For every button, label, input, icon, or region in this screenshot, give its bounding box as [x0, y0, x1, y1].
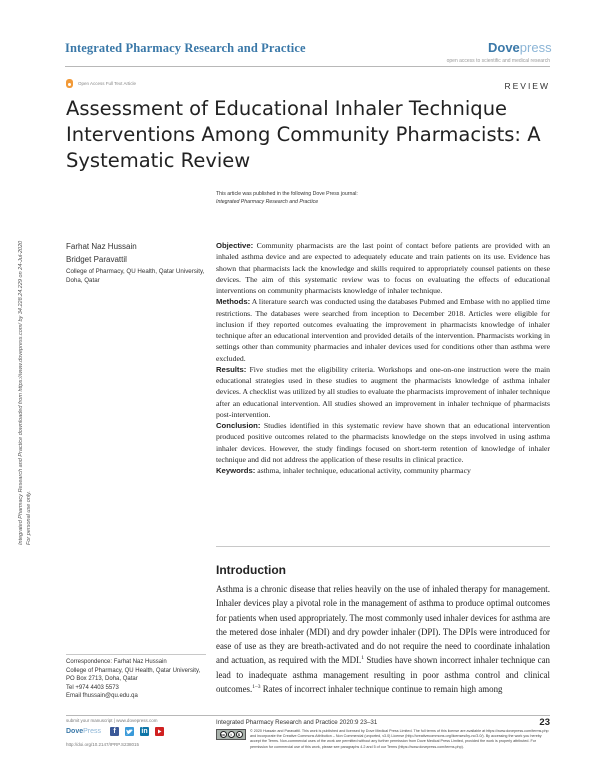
- download-side-note: [17, 115, 33, 545]
- objective-label: Objective:: [216, 241, 254, 250]
- methods-label: Methods:: [216, 297, 251, 307]
- open-access-icon: [66, 79, 73, 88]
- publisher-logo-main: Dove: [488, 40, 520, 55]
- citation-ref[interactable]: 1: [361, 655, 364, 662]
- twitter-icon[interactable]: [125, 727, 134, 736]
- submit-manuscript-link[interactable]: submit your manuscript | www.dovepress.com: [66, 718, 158, 723]
- footer-divider: [66, 715, 550, 716]
- publisher-tagline: open access to scientific and medical research: [446, 58, 550, 64]
- citation-ref[interactable]: 1–3: [252, 684, 261, 691]
- publisher-logo-light: press: [519, 40, 552, 55]
- footer-publisher-logo[interactable]: [66, 728, 101, 735]
- open-access-badge: [66, 79, 136, 88]
- author-name: Bridget Paravattil: [66, 255, 127, 264]
- abstract-objective: [216, 240, 550, 296]
- correspondence-address: College of Pharmacy, QU Health, Qatar University, PO Box 2713, Doha, Qatar: [66, 667, 201, 682]
- intro-text-part: Rates of incorrect inhaler technique continue to remain high among: [260, 684, 503, 695]
- keywords-text: asthma, inhaler technique, educational activity, community pharmacy: [255, 466, 471, 475]
- article-type-label: REVIEW: [504, 81, 550, 91]
- by-icon: i: [228, 731, 235, 738]
- page-number: 23: [539, 717, 550, 728]
- keywords-label: Keywords:: [216, 466, 256, 475]
- methods-text: A literature search was conducted using the databases Pubmed and Embase with no applied time restrictions. The databases were searched from inception to December 2018. Articles were eligible for inclusion if they reported outcomes evaluating the improvement in pharmacists knowledge of inhaler technique after an educational intervention and provided details of the intervention. Pharmacists working in settings other than community pharmacies and inhaler devices used for conditions other than asthma were excluded.: [216, 297, 550, 363]
- open-access-label: Open Access Full Text Article: [78, 81, 136, 86]
- author-affiliation: College of Pharmacy, QU Health, Qatar University, Doha, Qatar: [66, 268, 205, 284]
- creative-commons-icon[interactable]: [216, 729, 246, 740]
- download-note-line: Integrated Pharmacy Research and Practice downloaded from https://www.dovepress.com/ by 34.228.24.229 on 24-Jul-2020: [18, 240, 24, 545]
- personal-use-note: For personal use only.: [26, 490, 32, 545]
- abstract-conclusion: [216, 420, 550, 465]
- footer-logo-light: Press: [83, 728, 102, 735]
- abstract-results: [216, 364, 550, 420]
- author-name: Farhat Naz Hussain: [66, 242, 137, 251]
- correspondence-divider: [66, 654, 206, 655]
- introduction-text: [216, 582, 550, 696]
- abstract-methods: [216, 296, 550, 364]
- license-text: © 2020 Hussain and Paravattil. This work is published and licensed by Dove Medical Press Limited. The full terms of this license are available at https://www.dovepress.com/terms.php and incorporate the Creative Commons Attribution – Non Commercial (unported, v3.0) License (http://creativecommons.org/licenses/by-nc/3.0/). By accessing the work you hereby accept the Terms. Non-commercial uses of the work are permitted without any further permission from Dove Medical Press Limited, provided the work is properly attributed. For permission for commercial use of this work, please see paragraphs 4.2 and 5 of our Terms (https://www.dovepress.com/terms.php).: [250, 729, 549, 749]
- youtube-icon[interactable]: [155, 727, 164, 736]
- results-label: Results:: [216, 364, 247, 374]
- header-divider: [65, 66, 550, 67]
- introduction-heading: Introduction: [216, 563, 286, 577]
- cc-icon: cc: [220, 732, 226, 737]
- author-list: [66, 240, 137, 266]
- doi-link[interactable]: http://doi.org/10.2147/IPRP.S238015: [66, 742, 139, 747]
- conclusion-label: Conclusion:: [216, 421, 261, 430]
- journal-name: Integrated Pharmacy Research and Practice: [65, 41, 306, 55]
- objective-text: Community pharmacists are the last point of contact before patients are provided with an inhaled asthma device and are expected to adequately educate and train patients on its use. Evidence has shown that pharmacists lack the knowledge and skills required to appropriately counsel patients on these devices. The aim of this systematic review was to focus on evaluating the effects of educational interventions on community pharmacists knowledge of inhaler technique.: [216, 241, 550, 295]
- journal-citation: Integrated Pharmacy Research and Practice 2020:9 23–31: [216, 719, 378, 726]
- publication-note-line: This article was published in the following Dove Press journal:: [216, 191, 358, 197]
- intro-text-part: Asthma is a chronic disease that relies heavily on the use of inhaled therapy for management. Inhaler devices play a pivotal role in the management of asthma to produce optimal outcomes for patients when used appropriately. The most commonly used inhaler devices for asthma are the metered dose inhaler (MDI) and dry powder inhaler (DPI). The DPIs were introduced for ease of use as they are breath-activated and do not require the need to coordinate inhalation and actuation, as required with the MDI.: [216, 584, 550, 666]
- publisher-logo[interactable]: [488, 40, 552, 55]
- publication-note: [216, 190, 358, 206]
- correspondence-name: Correspondence: Farhat Naz Hussain: [66, 659, 167, 665]
- results-text: Five studies met the eligibility criteria. Workshops and one-on-one instruction were the main educational strategies used in these studies to augment the pharmacists knowledge of asthma inhaler devices. A checklist was utilized by all studies to evaluate the pharmacists improvement of inhaler technique after an educational intervention. All studies showed an improvement in inhaler technique of pharmacists post-intervention.: [216, 364, 550, 419]
- facebook-icon[interactable]: f: [110, 727, 119, 736]
- social-links: [110, 727, 164, 736]
- abstract-keywords: [216, 465, 550, 476]
- linkedin-icon[interactable]: in: [141, 728, 148, 735]
- abstract: [216, 240, 550, 476]
- correspondence-phone: Tel +974 4403 5573: [66, 684, 119, 691]
- abstract-divider: [216, 546, 550, 547]
- correspondence-email[interactable]: Email fhussain@qu.edu.qa: [66, 693, 138, 699]
- correspondence-block: [66, 658, 206, 701]
- nc-icon: $: [236, 731, 243, 738]
- conclusion-text: Studies identified in this systematic review have shown that an educational intervention produced positive outcomes related to the pharmacists knowledge on the steps involved in using asthma inhaler devices. However, the study findings focused on short-term retention of knowledge of inhaler technique and did not address the application of these results in clinical practice.: [216, 421, 550, 464]
- publication-note-journal[interactable]: Integrated Pharmacy Research and Practice: [216, 199, 319, 205]
- article-title: Assessment of Educational Inhaler Technique Interventions Among Community Pharmacists: A Systematic Review: [66, 97, 541, 172]
- footer-logo-main: Dove: [66, 728, 84, 735]
- intro-text-part: Studies have shown incorrect inhaler technique can lead to inadequate asthma management resulting in poor asthma control and clinical outcomes.: [216, 655, 550, 695]
